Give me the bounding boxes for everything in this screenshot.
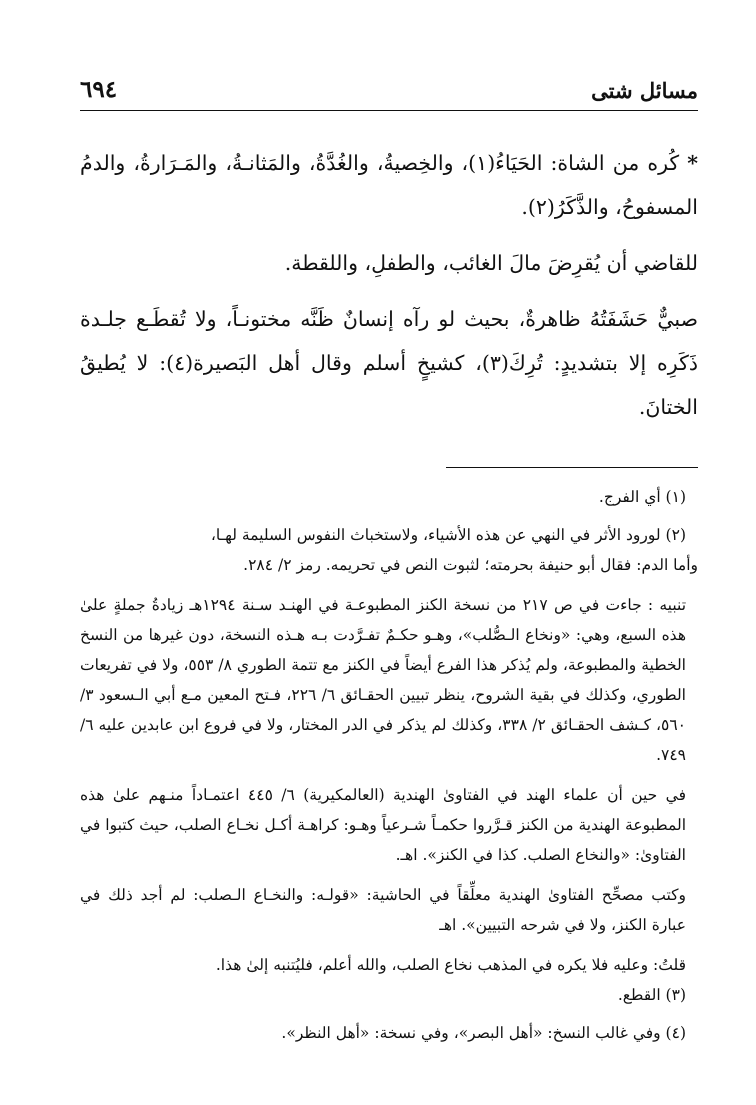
footnote-2-line-1: (٢) لورود الأثر في النهي عن هذه الأشياء، ولاستخباث النفوس السليمة لهـا، [210,526,686,544]
running-title: مسائل شتى [591,78,698,103]
page-number: ٦٩٤ [80,76,118,103]
footnote-2-line-2: وأما الدم: فقال أبو حنيفة بحرمته؛ لثبوت النص في تحريمه. رمز ٢/ ٢٨٤. [243,556,698,574]
star-marker: * [687,151,698,175]
corrector-note: وكتب مصحِّح الفتاوىٰ الهندية معلِّقاً في الحاشية: «قولـه: والنخـاع الـصلب: لم أجد ذلك في عبارة الكنز، ولا في شرحه التبيين». اهـ [80,886,686,934]
footnotes [80,482,698,1048]
main-paragraph-1-text: كُره من الشاة: الحَيَاءُ(١)، والخِصيةُ، والغُدَّةُ، والمَثانـةُ، والمَـرَارةُ، والدمُ المسفوحُ، والذَّكَرُ(٢). [80,151,698,219]
footnote-separator [446,467,698,468]
footnote-1: (١) أي الفرج. [598,488,686,506]
main-paragraph-3: صبيٌّ حَشَفَتُهُ ظاهرةٌ، بحيث لو رآه إنسانٌ ظَنَّه مختونـاً، ولا تُقطَـع جلـدة ذَكَرِه إلا بتشديدٍ: تُرِكَ(٣)، كشيخٍ أسلم وقال أهل البَصيرة(٤): لا يُطيقُ الختانَ. [80,307,698,419]
footnote-4: (٤) وفي غالب النسخ: «أهل البصر»، وفي نسخة: «أهل النظر». [281,1024,686,1042]
hindiyya-note: في حين أن علماء الهند في الفتاوىٰ الهندية (العالمكيرية) ٦/ ٤٤٥ اعتمـاداً منـهم علىٰ هذه المطبوعة الهندية من الكنز قـرَّروا حكمـاً شـرعياً وهـو: كراهـة أكـل نخـاع الصلب، حيث كتبوا في الفتاوىٰ: «والنخاع الصلب. كذا في الكنز». اهـ. [80,786,686,864]
footnote-3: (٣) القطع. [617,986,686,1004]
main-paragraph-2: للقاضي أن يُقرِضَ مالَ الغائب، والطفلِ، واللقطة. [284,251,698,275]
main-paragraph-1 [80,141,698,229]
book-page [80,76,698,1048]
main-text [80,141,698,429]
qultu-note: قلتُ: وعليه فلا يكره في المذهب نخاع الصلب، والله أعلم، فليُتنبه إلىٰ هذا. [215,956,686,974]
page-header [80,76,698,111]
tanbih-note: تنبيه : جاءت في ص ٢١٧ من نسخة الكنز المطبوعـة في الهنـد سـنة ١٢٩٤هـ زيادةُ جملةٍ علىٰ هذه السبع، وهي: «ونخاع الـصُّلب»، وهـو حكـمٌ تفـرَّدت بـه هـذه النسخة، دون غيرها من النسخ الخطية والمطبوعة، ولم يُذكر هذا الفرع أيضاً في الكنز مع تتمة الطوري ٨/ ٥٥٣، ولا في تفريعات الطوري، وكذلك في بقية الشروح، ينظر تبيين الحقـائق ٦/ ٢٢٦، فـتح المعين مـع أبي الـسعود ٣/ ٥٦٠، كـشف الحقـائق ٢/ ٣٣٨، وكذلك لم يذكر في الدر المختار، ولا في فروع ابن عابدين عليه ٦/ ٧٤٩. [80,596,687,764]
